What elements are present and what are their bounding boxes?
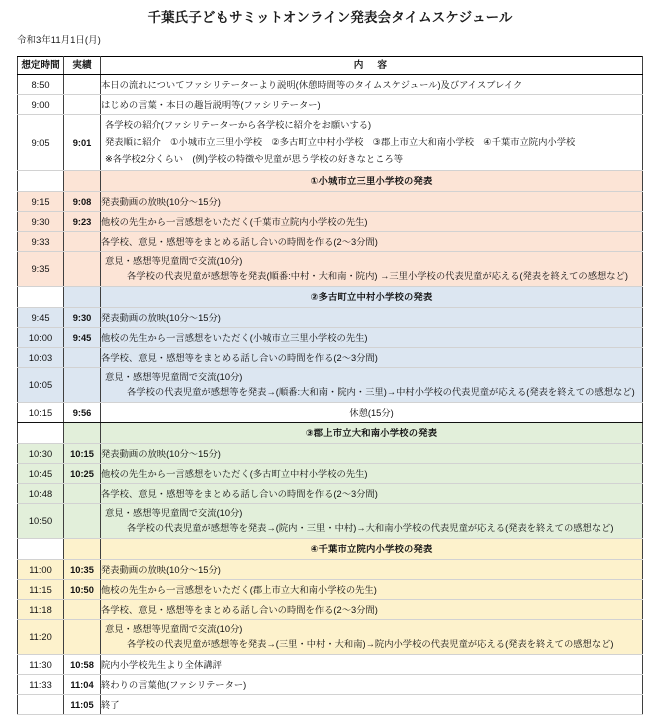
column-header-content: 内 容	[101, 57, 643, 75]
cell-content	[101, 115, 643, 171]
cell-planned-time: 10:45	[18, 464, 64, 484]
schedule-row	[18, 232, 643, 252]
content-line: 発表順に紹介 ①小城市立三里小学校 ②多古町立中村小学校 ③郡上市立大和南小学校 ④千葉市立院内小学校	[105, 137, 576, 147]
cell-planned-time: 10:15	[18, 403, 64, 423]
cell-actual-time	[64, 348, 101, 368]
schedule-row	[18, 464, 643, 484]
section-header-actual-blank	[64, 171, 101, 192]
content-line: 意見・感想等児童間で交流(10分)	[105, 508, 243, 518]
cell-planned-time: 10:50	[18, 504, 64, 539]
cell-actual-time: 9:30	[64, 308, 101, 328]
cell-content: 発表動画の放映(10分～15分)	[101, 308, 643, 328]
content-line: 各学校の代表児童が感想等を発表(順番:中村・大和南・院内) →三里小学校の代表児童が応える(発表を終えての感想など)	[127, 271, 628, 281]
cell-planned-time: 10:05	[18, 368, 64, 403]
section-header-planned-blank	[18, 171, 64, 192]
cell-content: 院内小学校先生より全体講評	[101, 655, 643, 675]
section-header-row	[18, 287, 643, 308]
cell-planned-time: 10:30	[18, 444, 64, 464]
cell-planned-time: 9:30	[18, 212, 64, 232]
break-row	[18, 403, 643, 423]
section-header-actual-blank	[64, 287, 101, 308]
cell-planned-time: 10:48	[18, 484, 64, 504]
cell-planned-time: 11:20	[18, 620, 64, 655]
cell-content: 発表動画の放映(10分～15分)	[101, 444, 643, 464]
cell-content: 終わりの言葉他(ファシリテーター)	[101, 675, 643, 695]
section-header-planned-blank	[18, 539, 64, 560]
content-line: 各学校の代表児童が感想等を発表→(院内・三里・中村)→大和南小学校の代表児童が応える(発表を終えての感想など)	[127, 523, 614, 533]
schedule-row	[18, 192, 643, 212]
cell-actual-time: 9:01	[64, 115, 101, 171]
cell-actual-time: 11:04	[64, 675, 101, 695]
cell-actual-time: 10:58	[64, 655, 101, 675]
schedule-row	[18, 212, 643, 232]
cell-actual-time	[64, 600, 101, 620]
cell-actual-time	[64, 484, 101, 504]
schedule-table-head	[18, 57, 643, 75]
cell-actual-time	[64, 252, 101, 287]
section-header-row	[18, 539, 643, 560]
schedule-row	[18, 695, 643, 715]
section-header-actual-blank	[64, 539, 101, 560]
section-header-row	[18, 423, 643, 444]
cell-planned-time: 11:00	[18, 560, 64, 580]
schedule-row	[18, 504, 643, 539]
cell-actual-time	[64, 232, 101, 252]
cell-planned-time	[18, 695, 64, 715]
content-line: ※各学校2分くらい (例)学校の特徴や児童が思う学校の好きなところ等	[105, 154, 404, 164]
section-header-actual-blank	[64, 423, 101, 444]
cell-actual-time: 9:23	[64, 212, 101, 232]
cell-content	[101, 620, 643, 655]
schedule-row	[18, 115, 643, 171]
content-line: 意見・感想等児童間で交流(10分)	[105, 624, 243, 634]
schedule-row	[18, 620, 643, 655]
cell-content: 休憩(15分)	[101, 403, 643, 423]
section-header-title: ①小城市立三里小学校の発表	[101, 171, 643, 192]
table-header-row	[18, 57, 643, 75]
cell-actual-time	[64, 368, 101, 403]
cell-actual-time	[64, 620, 101, 655]
cell-actual-time: 9:45	[64, 328, 101, 348]
cell-planned-time: 9:15	[18, 192, 64, 212]
document-date: 令和3年11月1日(月)	[17, 35, 101, 46]
schedule-row	[18, 252, 643, 287]
content-line: 意見・感想等児童間で交流(10分)	[105, 256, 243, 266]
cell-planned-time: 10:03	[18, 348, 64, 368]
cell-content: 各学校、意見・感想等をまとめる話し合いの時間を作る(2～3分間)	[101, 232, 643, 252]
schedule-row	[18, 600, 643, 620]
cell-planned-time: 11:33	[18, 675, 64, 695]
content-line: 各学校の代表児童が感想等を発表→(順番:大和南・院内・三里)→中村小学校の代表児童が応える(発表を終えての感想など)	[127, 387, 635, 397]
cell-actual-time: 11:05	[64, 695, 101, 715]
cell-content	[101, 504, 643, 539]
cell-content: 各学校、意見・感想等をまとめる話し合いの時間を作る(2～3分間)	[101, 484, 643, 504]
cell-content: 発表動画の放映(10分～15分)	[101, 560, 643, 580]
schedule-row	[18, 308, 643, 328]
schedule-row	[18, 655, 643, 675]
schedule-row	[18, 560, 643, 580]
content-line-group	[101, 252, 642, 286]
section-header-title: ③郡上市立大和南小学校の発表	[101, 423, 643, 444]
cell-planned-time: 9:05	[18, 115, 64, 171]
cell-content: 本日の流れについてファシリテーターより説明(休憩時間等のタイムスケジュール)及びアイスブレイク	[101, 75, 643, 95]
cell-planned-time: 9:45	[18, 308, 64, 328]
cell-content	[101, 368, 643, 403]
cell-actual-time	[64, 95, 101, 115]
content-line: 意見・感想等児童間で交流(10分)	[105, 372, 243, 382]
section-header-title: ④千葉市立院内小学校の発表	[101, 539, 643, 560]
section-header-row	[18, 171, 643, 192]
schedule-row	[18, 368, 643, 403]
cell-actual-time: 10:15	[64, 444, 101, 464]
cell-planned-time: 9:33	[18, 232, 64, 252]
cell-content: 各学校、意見・感想等をまとめる話し合いの時間を作る(2～3分間)	[101, 348, 643, 368]
schedule-row	[18, 484, 643, 504]
cell-actual-time	[64, 75, 101, 95]
cell-content: 各学校、意見・感想等をまとめる話し合いの時間を作る(2～3分間)	[101, 600, 643, 620]
schedule-row	[18, 328, 643, 348]
cell-planned-time: 8:50	[18, 75, 64, 95]
cell-content: はじめの言葉・本日の趣旨説明等(ファシリテーター)	[101, 95, 643, 115]
cell-content: 他校の先生から一言感想をいただく(小城市立三里小学校の先生)	[101, 328, 643, 348]
cell-planned-time: 9:35	[18, 252, 64, 287]
cell-actual-time: 10:25	[64, 464, 101, 484]
schedule-table-body	[18, 75, 643, 715]
schedule-row	[18, 580, 643, 600]
cell-content	[101, 252, 643, 287]
schedule-table	[17, 56, 643, 715]
content-line: 各学校の紹介(ファシリテーターから各学校に紹介をお願いする)	[105, 120, 372, 130]
section-header-title: ②多古町立中村小学校の発表	[101, 287, 643, 308]
content-line-group	[101, 504, 642, 538]
schedule-row	[18, 95, 643, 115]
cell-content: 他校の先生から一言感想をいただく(多古町立中村小学校の先生)	[101, 464, 643, 484]
cell-actual-time: 9:56	[64, 403, 101, 423]
page-title: 千葉氏子どもサミットオンライン発表会タイムスケジュール	[147, 10, 513, 25]
content-line-group	[101, 620, 642, 654]
cell-planned-time: 10:00	[18, 328, 64, 348]
cell-planned-time: 11:18	[18, 600, 64, 620]
section-header-planned-blank	[18, 287, 64, 308]
cell-actual-time	[64, 504, 101, 539]
cell-content: 他校の先生から一言感想をいただく(千葉市立院内小学校の先生)	[101, 212, 643, 232]
cell-content: 発表動画の放映(10分～15分)	[101, 192, 643, 212]
content-line-group	[101, 368, 642, 402]
cell-content: 他校の先生から一言感想をいただく(郡上市立大和南小学校の先生)	[101, 580, 643, 600]
cell-content: 終了	[101, 695, 643, 715]
cell-actual-time: 9:08	[64, 192, 101, 212]
content-line-group	[101, 115, 642, 170]
schedule-row	[18, 444, 643, 464]
schedule-row	[18, 348, 643, 368]
cell-planned-time: 11:30	[18, 655, 64, 675]
cell-actual-time: 10:35	[64, 560, 101, 580]
column-header-actual-time: 実績	[64, 57, 101, 75]
cell-planned-time: 11:15	[18, 580, 64, 600]
schedule-row	[18, 75, 643, 95]
cell-planned-time: 9:00	[18, 95, 64, 115]
schedule-table-wrapper	[0, 47, 660, 715]
column-header-planned-time: 想定時間	[18, 57, 64, 75]
schedule-row	[18, 675, 643, 695]
section-header-planned-blank	[18, 423, 64, 444]
content-line: 各学校の代表児童が感想等を発表→(三里・中村・大和南)→院内小学校の代表児童が応える(発表を終えての感想など)	[127, 639, 614, 649]
cell-actual-time: 10:50	[64, 580, 101, 600]
